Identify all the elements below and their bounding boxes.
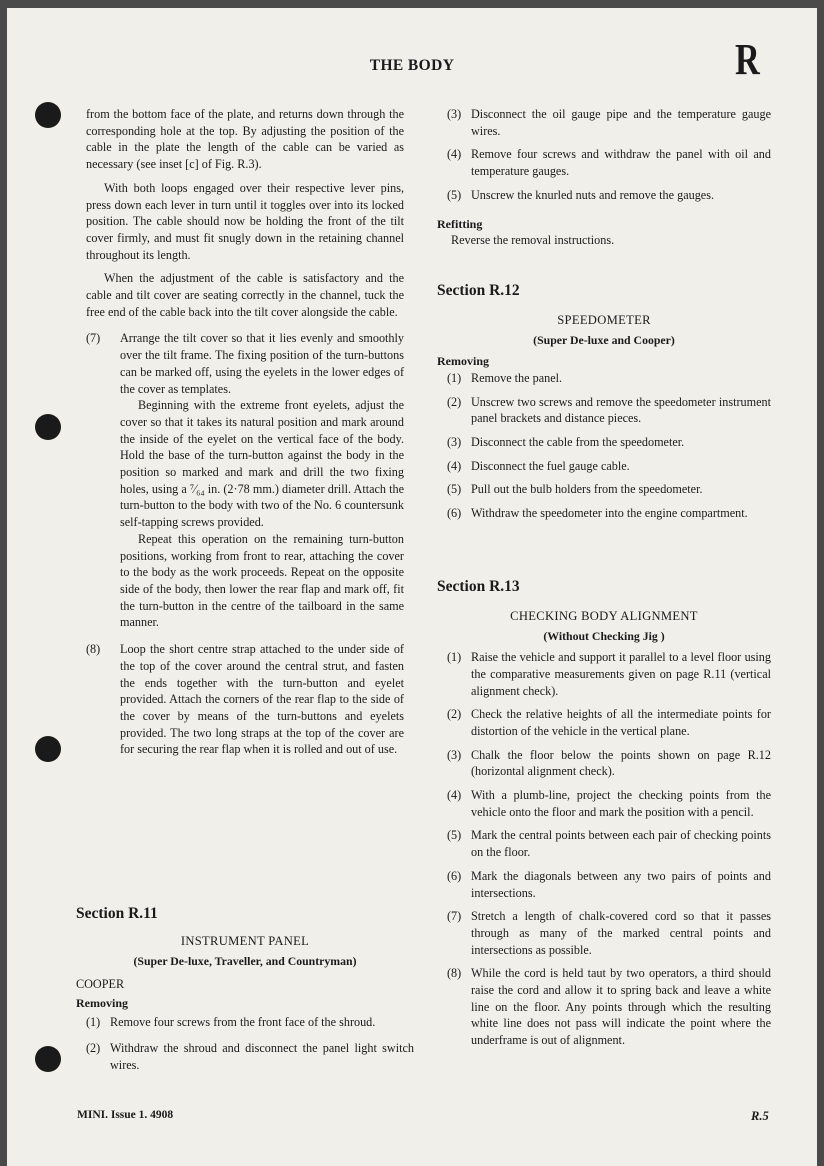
list-item — [86, 641, 404, 758]
section-r13 — [437, 579, 771, 1049]
item-number: (6) — [447, 506, 462, 521]
item-text: Unscrew two screws and remove the speedometer instrument panel brackets and distance pieces. — [471, 394, 771, 426]
subheading-removing: Removing — [437, 354, 489, 369]
item-number: (8) — [86, 642, 101, 657]
list-item — [86, 330, 404, 631]
subheading-removing: Removing — [76, 995, 128, 1010]
item-text: Check the relative heights of all the intermediate points for distortion of the vehicle in the vertical plane. — [471, 707, 771, 738]
item-text: Pull out the bulb holders from the speedometer. — [471, 482, 703, 497]
list-item — [437, 747, 771, 780]
item-text: Withdraw the shroud and disconnect the panel light switch wires. — [110, 1041, 414, 1072]
item-text: Disconnect the cable from the speedometer. — [471, 434, 685, 449]
list-item — [437, 649, 771, 699]
item-text: Remove the panel. — [471, 370, 563, 385]
footer-issue: MINI. Issue 1. 4908 — [77, 1109, 174, 1121]
section-heading: Section R.12 — [437, 282, 520, 299]
list-item — [437, 481, 771, 498]
list-item — [437, 787, 771, 820]
section-subtitle: (Super De-luxe, Traveller, and Countryman) — [133, 954, 357, 969]
item-text: Arrange the tilt cover so that it lies evenly and smoothly over the tilt frame. The fixing position of the turn-buttons can be marked off, using the eyelets in the lower edges of the cover as templates. — [120, 331, 404, 396]
item-text: While the cord is held taut by two operators, a third should raise the cord and allow it to spring back and leave a white line on the floor. Any points through which the resulting white line does not pass will indicate the point where the underframe is out of alignment. — [471, 966, 771, 1048]
page-header-title: THE BODY — [369, 57, 455, 74]
model-label: COOPER — [76, 977, 125, 992]
list-item — [437, 458, 771, 475]
item-number: (1) — [86, 1014, 101, 1029]
item-text: Disconnect the fuel gauge cable. — [471, 458, 630, 473]
item-number: (5) — [447, 482, 462, 497]
item-text: Beginning with the extreme front eyelets, adjust the cover so that it takes its natural position and mark around the inside of the eyelet on the vertical face of the body. Hold the base of the turn-button against the body in the position so marked and mark and drill the two fixing holes, using a ⁷⁄₆₄ in. (2·78 mm.) diameter drill. Attach the turn-button to the body with two of the No. 6 countersunk self-tapping screws provided. — [120, 398, 404, 530]
section-heading: Section R.11 — [76, 905, 158, 922]
subheading-refitting: Refitting — [437, 216, 483, 231]
item-number: (4) — [447, 458, 462, 473]
item-number: (1) — [447, 370, 462, 385]
item-number: (2) — [447, 394, 462, 409]
list-item — [437, 434, 771, 451]
item-number: (4) — [447, 147, 462, 162]
item-number: (6) — [447, 868, 462, 883]
item-text: Disconnect the oil gauge pipe and the temperature gauge wires. — [471, 107, 771, 138]
item-number: (8) — [447, 966, 462, 981]
item-text: Stretch a length of chalk-covered cord so that it passes through as many of the marked central points and intersections as possible. — [471, 909, 771, 957]
list-item — [437, 965, 771, 1049]
item-number: (3) — [447, 107, 462, 121]
page-number: R.5 — [751, 1109, 769, 1123]
list-item — [437, 106, 771, 139]
binder-hole — [35, 414, 61, 440]
item-text: Chalk the floor below the points shown on page R.12 (horizontal alignment check). — [471, 747, 771, 779]
section-title: CHECKING BODY ALIGNMENT — [510, 608, 698, 623]
binder-hole — [35, 102, 61, 128]
right-column-top — [437, 106, 771, 249]
item-text: Mark the central points between each pair of checking points on the floor. — [471, 828, 771, 860]
item-text: With a plumb-line, project the checking points from the vehicle onto the floor and mark the position with a pencil. — [471, 788, 771, 819]
item-text: Repeat this operation on the remaining turn-button positions, working from front to rear, attaching the cover to the body as the work proceeds. Repeat on the opposite side of the body, then lower the rear flap and mark off, fit the turn-button in the centre of the tailboard in the same manner. — [120, 531, 404, 630]
section-r12 — [437, 283, 771, 522]
item-number: (2) — [447, 707, 462, 722]
item-number: (1) — [447, 650, 462, 665]
item-number: (2) — [86, 1041, 101, 1056]
refitting-text: Reverse the removal instructions. — [451, 233, 615, 248]
list-item — [437, 706, 771, 739]
list-item — [437, 394, 771, 427]
paragraph: When the adjustment of the cable is satisfactory and the cable and tilt cover are seating correctly in the channel, tuck the free end of the cable back into the tilt cover alongside the cable. — [86, 271, 404, 319]
list-item — [437, 908, 771, 958]
item-number: (7) — [447, 909, 462, 924]
list-item — [437, 827, 771, 860]
manual-page — [7, 8, 817, 1166]
item-text: Loop the short centre strap attached to the under side of the top of the cover around the central strut, and fasten the ends together with the turn-button and eyelet provided. Attach the corners of the rear flap to the side of the cover by means of the turn-buttons and eyelets provided. The two long straps at the top of the cover are for securing the rear flap when it is rolled and out of use. — [120, 642, 404, 757]
item-text: Raise the vehicle and support it parallel to a level floor using the comparative measurements given on page R.11 (vertical alignment check). — [471, 650, 771, 698]
item-text: Remove four screws from the front face of the shroud. — [110, 1014, 376, 1029]
list-item — [437, 146, 771, 179]
item-number: (5) — [447, 828, 462, 843]
item-text: Remove four screws and withdraw the panel with oil and temperature gauges. — [471, 147, 771, 179]
paragraph: from the bottom face of the plate, and returns down through the corresponding hole at the top. By adjusting the position of the cable in the plate the length of the cable can be varied as necessary (see inset [c] of Fig. R.3). — [86, 107, 404, 172]
item-text: Unscrew the knurled nuts and remove the gauges. — [471, 187, 715, 202]
item-number: (3) — [447, 747, 462, 762]
item-number: (3) — [447, 434, 462, 449]
section-r11 — [76, 906, 414, 1074]
list-item — [437, 187, 771, 204]
item-number: (7) — [86, 331, 101, 346]
section-title: SPEEDOMETER — [557, 312, 651, 327]
list-item — [437, 868, 771, 901]
section-letter: R — [735, 35, 760, 84]
item-number: (5) — [447, 187, 462, 202]
section-title: INSTRUMENT PANEL — [180, 933, 310, 948]
section-subtitle: (Without Checking Jig ) — [543, 629, 665, 644]
binder-hole — [35, 736, 61, 762]
section-heading: Section R.13 — [437, 578, 520, 595]
section-subtitle: (Super De-luxe and Cooper) — [533, 333, 675, 348]
item-number: (4) — [447, 788, 462, 803]
item-text: Mark the diagonals between any two pairs of points and intersections. — [471, 868, 771, 900]
binder-hole — [35, 1046, 61, 1072]
paragraph: With both loops engaged over their respective lever pins, press down each lever in turn until it toggles over into its locked position. The cable should now be holding the front of the tilt cover firmly, and must fit snugly down in the retaining channel throughout its length. — [86, 180, 404, 262]
list-item — [437, 505, 771, 522]
item-text: Withdraw the speedometer into the engine compartment. — [471, 506, 748, 521]
left-column — [86, 106, 404, 758]
list-item — [76, 1014, 414, 1031]
list-item — [76, 1040, 414, 1073]
list-item — [437, 370, 771, 387]
